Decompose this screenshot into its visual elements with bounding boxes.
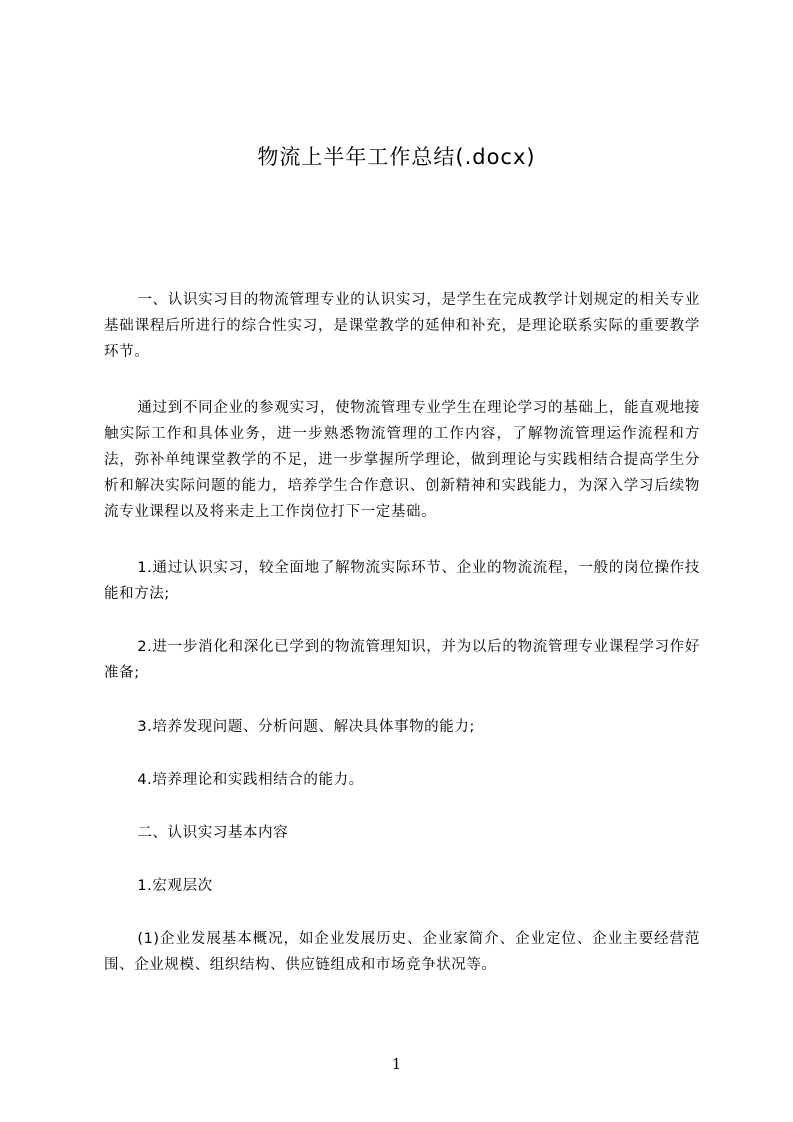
paragraph-enterprise-overview: (1)企业发展基本概况，如企业发展历史、企业家简介、企业定位、企业主要经营范围、企业规模、组织结构、供应链组成和市场竞争状况等。 xyxy=(104,931,700,973)
paragraph-internship-purpose: 一、认识实习目的物流管理专业的认识实习，是学生在完成教学计划规定的相关专业基础课程后所进行的综合性实习，是课堂教学的延伸和补充，是理论联系实际的重要教学环节。 xyxy=(104,292,700,360)
subsection-heading-macro-level: 1.宏观层次 xyxy=(137,878,213,894)
paragraph-goal-4: 4.培养理论和实践相结合的能力。 xyxy=(137,772,364,788)
paragraph-internship-visits: 通过到不同企业的参观实习，使物流管理专业学生在理论学习的基础上，能直观地接触实际工作和具体业务，进一步熟悉物流管理的工作内容，了解物流管理运作流程和方法，弥补单纯课堂教学的不足，进一步掌握所学理论，做到理论与实践相结合提高学生分析和解决实际问题的能力，培养学生合作意识、创新精神和实践能力，为深入学习后续物流专业课程以及将来走上工作岗位打下一定基础。 xyxy=(104,400,700,520)
page-number: 1 xyxy=(391,1055,402,1073)
paragraph-goal-3: 3.培养发现问题、分析问题、解决具体事物的能力; xyxy=(137,719,475,735)
section-heading-basic-content: 二、认识实习基本内容 xyxy=(137,825,289,841)
paragraph-goal-1: 1.通过认识实习，较全面地了解物流实际环节、企业的物流流程，一般的岗位操作技能和方法; xyxy=(104,560,700,602)
document-title: 物流上半年工作总结(.docx) xyxy=(257,145,536,169)
paragraph-goal-2: 2.进一步消化和深化已学到的物流管理知识，并为以后的物流管理专业课程学习作好准备; xyxy=(104,639,700,681)
